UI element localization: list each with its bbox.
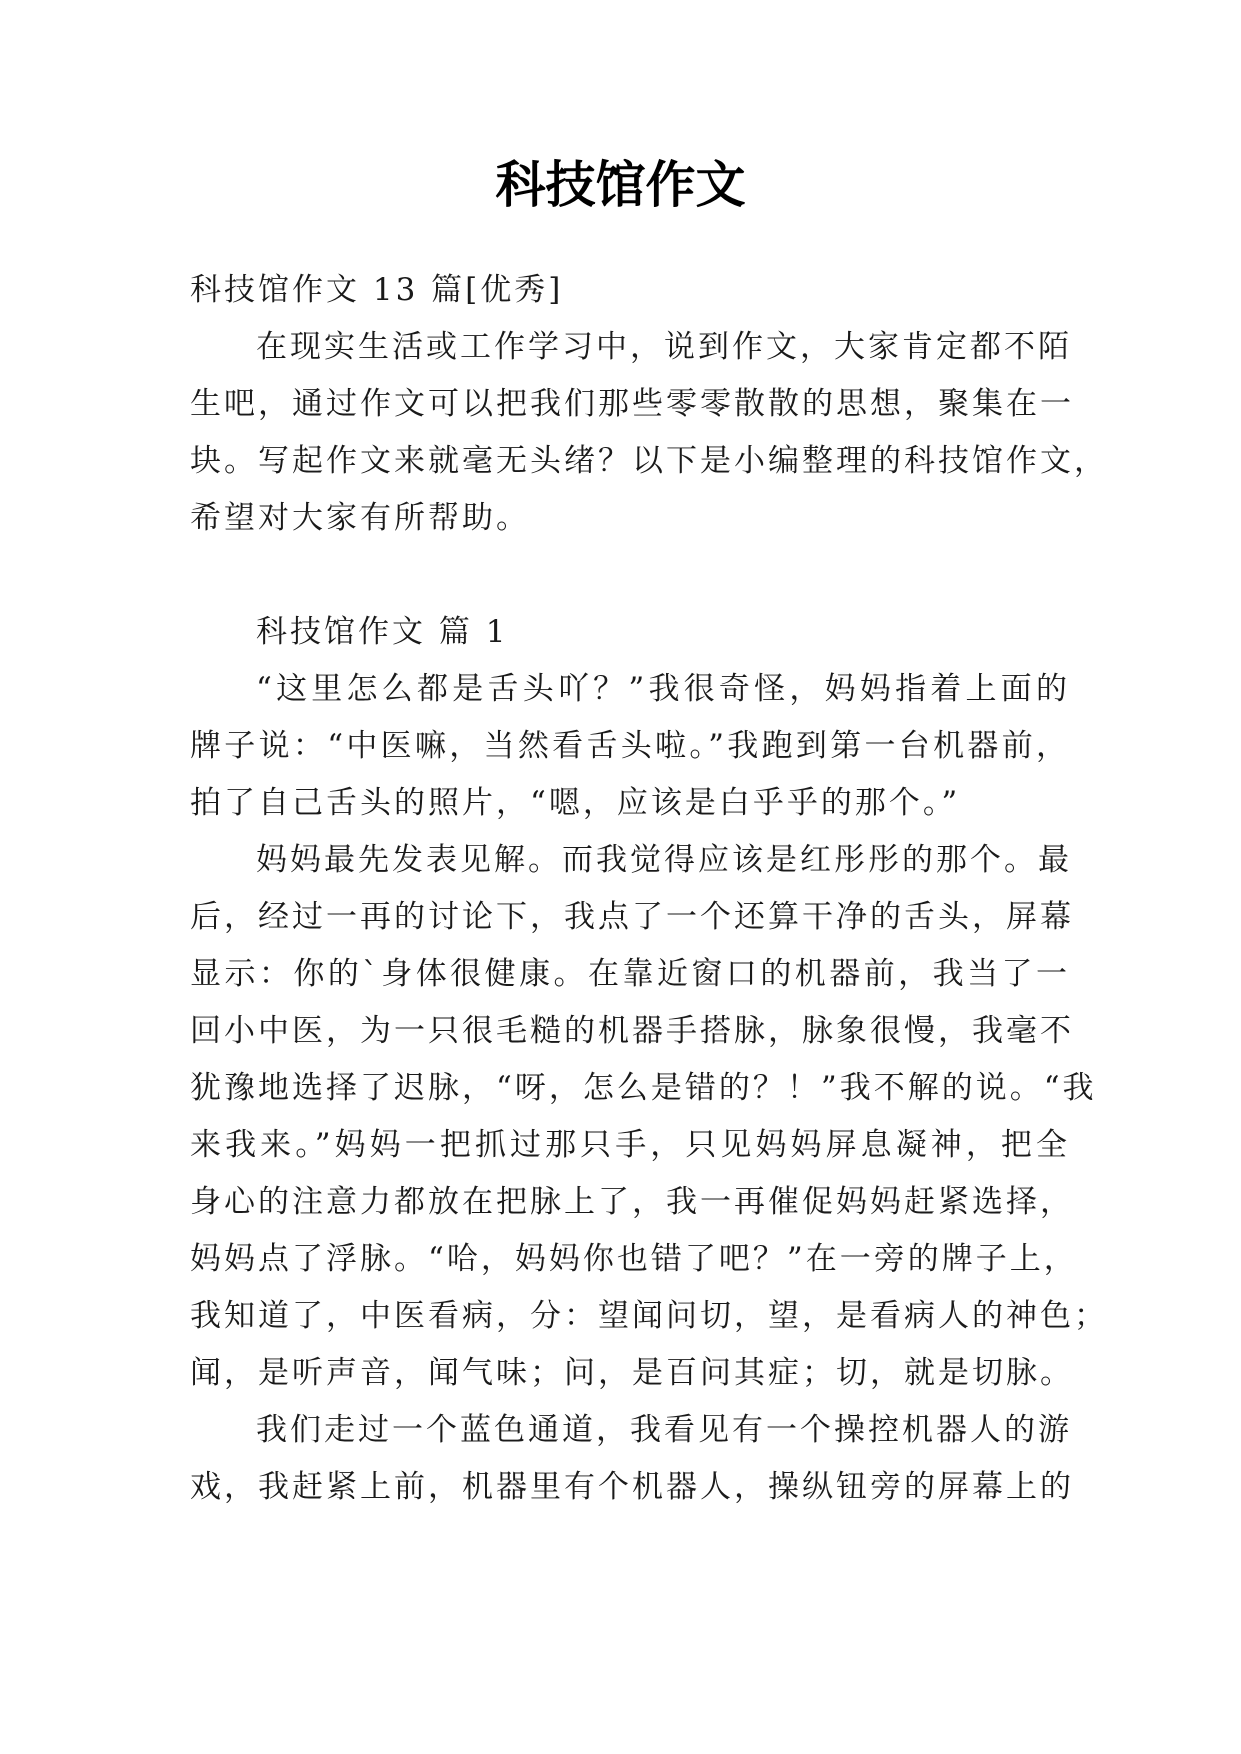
text-line: 后，经过一再的讨论下，我点了一个还算干净的舌头，屏幕 <box>190 899 1074 935</box>
paragraph-2 <box>190 832 1108 1402</box>
text-line: 生吧，通过作文可以把我们那些零零散散的思想，聚集在一 <box>190 386 1074 422</box>
text-line: 牌子说：“中医嘛，当然看舌头啦。”我跑到第一台机器前， <box>190 728 1070 764</box>
text-line: “这里怎么都是舌头吖？”我很奇怪，妈妈指着上面的 <box>256 671 1070 707</box>
text-line: 戏，我赶紧上前，机器里有个机器人，操纵钮旁的屏幕上的 <box>190 1469 1074 1505</box>
text-line: 希望对大家有所帮助。 <box>190 500 530 536</box>
text-line: 我知道了，中医看病，分：望闻问切，望，是看病人的神色； <box>190 1298 1108 1334</box>
paragraph-1 <box>190 661 1070 832</box>
text-line: 妈妈最先发表见解。而我觉得应该是红彤彤的那个。最 <box>256 842 1072 878</box>
section-heading: 科技馆作文 篇 1 <box>256 614 509 650</box>
text-line: 来我来。”妈妈一把抓过那只手，只见妈妈屏息凝神，把全 <box>190 1127 1070 1163</box>
document-title: 科技馆作文 <box>495 155 746 214</box>
text-line: 闻，是听声音，闻气味；问，是百问其症；切，就是切脉。 <box>190 1355 1074 1391</box>
document-body <box>190 262 1108 1516</box>
text-line: 显示：你的`身体很健康。在靠近窗口的机器前，我当了一 <box>190 956 1070 992</box>
text-line: 犹豫地选择了迟脉，“呀，怎么是错的？！”我不解的说。“我 <box>190 1070 1097 1106</box>
text-line: 妈妈点了浮脉。“哈，妈妈你也错了吧？”在一旁的牌子上， <box>190 1241 1078 1277</box>
paragraph-3 <box>190 1402 1074 1516</box>
text-line: 我们走过一个蓝色通道，我看见有一个操控机器人的游 <box>256 1412 1072 1448</box>
text-line: 在现实生活或工作学习中，说到作文，大家肯定都不陌 <box>256 329 1072 365</box>
text-line: 块。写起作文来就毫无头绪？以下是小编整理的科技馆作文， <box>190 443 1108 479</box>
document-subtitle: 科技馆作文 13 篇[优秀] <box>190 272 564 308</box>
paragraph-gap <box>190 547 1070 604</box>
intro-paragraph <box>190 319 1108 547</box>
text-line: 拍了自己舌头的照片，“嗯，应该是白乎乎的那个。” <box>190 785 961 821</box>
text-line: 回小中医，为一只很毛糙的机器手搭脉，脉象很慢，我毫不 <box>190 1013 1074 1049</box>
text-line: 身心的注意力都放在把脉上了，我一再催促妈妈赶紧选择， <box>190 1184 1074 1220</box>
